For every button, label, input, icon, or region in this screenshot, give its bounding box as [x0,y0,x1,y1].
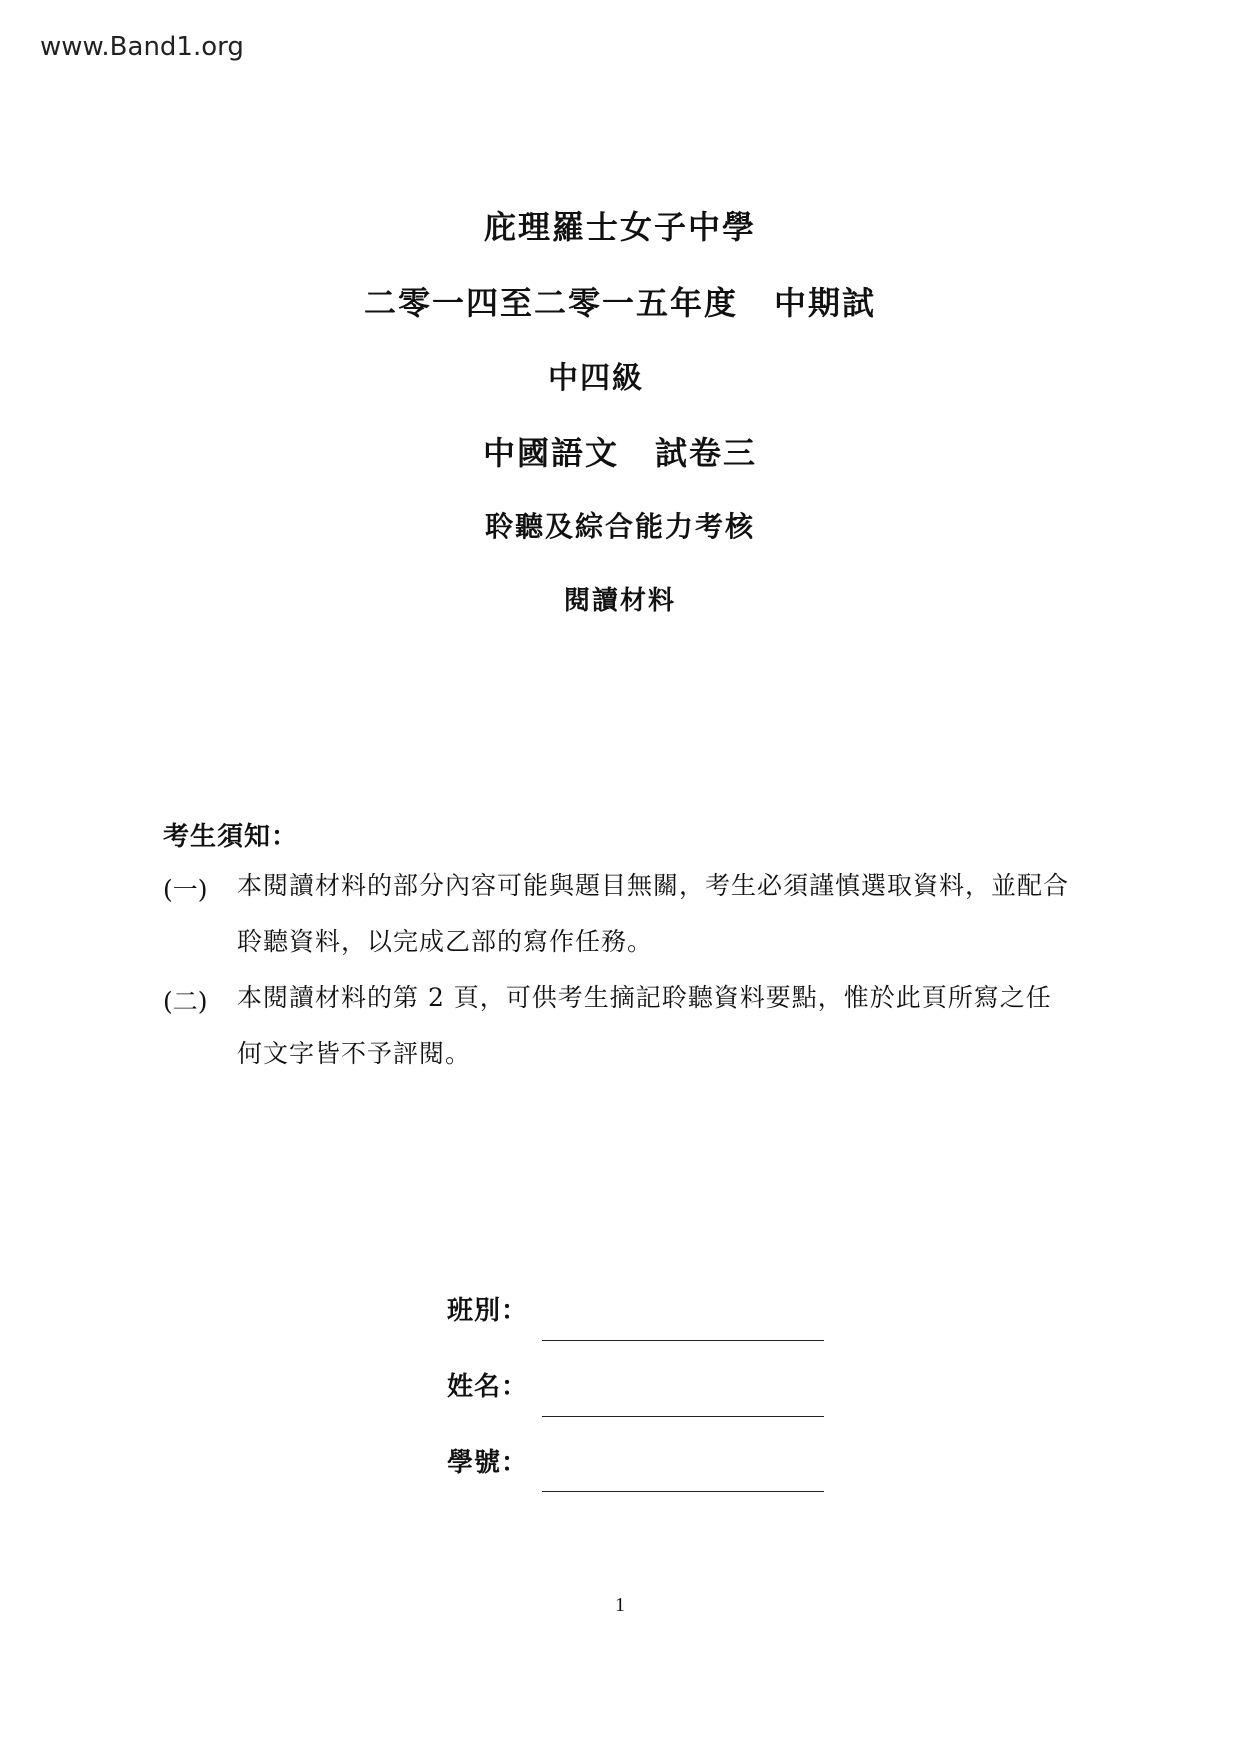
notice-item-text: 本閱讀材料的部分內容可能與題目無關，考生必須謹慎選取資料，並配合聆聽資料，以完成乙部的寫作任務。 [237,871,1070,956]
watermark-url: www.Band1.org [40,32,244,62]
subject-paper-line [0,428,1240,474]
assessment-title: 聆聽及綜合能力考核 [484,510,755,543]
notice-item-marker: (一) [163,875,208,904]
student-number-write-line[interactable] [542,1491,824,1492]
name-write-line[interactable] [542,1416,824,1417]
notice-item-text: 本閱讀材料的第 2 頁，可供考生摘記聆聽資料要點，惟於此頁所寫之任何文字皆不予評閱。 [237,983,1052,1068]
class-label: 班別： [447,1296,529,1326]
paper-number: 試卷三 [655,434,758,472]
form-level: 中四級 [548,361,644,396]
academic-year: 二零一四至二零一五年度 [363,284,738,322]
name-label: 姓名： [447,1372,529,1402]
class-write-line[interactable] [542,1340,824,1341]
subject-name: 中國語文 [482,434,619,472]
notice-heading: 考生須知： [163,822,299,852]
material-title: 閱讀材料 [563,586,676,616]
page-number: 1 [615,1594,625,1616]
notice-item-marker: (二) [163,987,208,1016]
exam-title-line [0,278,1240,324]
school-name: 庇理羅士女子中學 [483,208,756,246]
exam-type: 中期試 [774,284,877,322]
student-number-label: 學號： [447,1448,529,1478]
